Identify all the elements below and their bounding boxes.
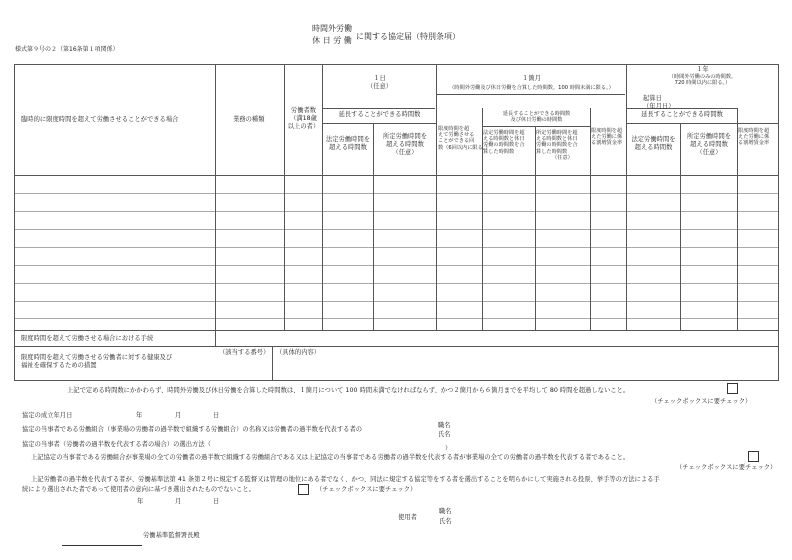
union-name: 氏名: [438, 431, 451, 438]
health-detail: （具体的内容）: [276, 349, 321, 356]
sign-day: 日: [213, 498, 220, 505]
header-day-legal: 法定労働時間を 超える時間数: [325, 136, 371, 151]
header-year-extendable: 延長することができる時間数: [641, 111, 723, 118]
procedure-label: 限度時間を超えて労働させる場合における手続: [21, 335, 154, 342]
sign-year: 年: [137, 498, 144, 505]
header-year-legal: 法定労働時間を 超える時間数: [631, 136, 676, 151]
union-line: 協定の当事者である労働組合（事業場の労働者の過半数で組織する労働組合）の名称又は労働者の過半数を代表する者の: [22, 426, 363, 433]
header-month-times: 限度時間を超 えて労働させる ことができる回 数（6回以内に限る。）: [438, 126, 491, 151]
check-note-2: （チェックボックスに要チェック）: [316, 486, 417, 493]
check-line-1: 上記協定の当事者である労働組合が事業場の全ての労働者の過半数で組織する労働組合である又は上記協定の当事者である労働者の過半数を代表する者が事業場の全ての労働者の過半数を代表する者であること。: [31, 454, 630, 461]
check-line-2b: 続により選出された者であって使用者の意向に基づき選出されたものでないこと。: [22, 486, 255, 493]
selection-method-close: ）: [445, 445, 452, 452]
health-number: （該当する番号）: [219, 349, 270, 356]
header-day-extendable: 延長することができる時間数: [338, 111, 421, 118]
agreement-date-label: 協定の成立年月日: [22, 412, 73, 419]
pledge-check-note: （チェックボックスに要チェック）: [651, 398, 752, 405]
form-number: 様式第９号の２（第16条第１項関係）: [15, 46, 119, 53]
header-month-extendable: 延長することができる時間数 及び休日労働の時間数: [502, 111, 571, 124]
date-month: 月: [175, 412, 182, 419]
employer-position: 職名: [439, 508, 452, 515]
employer-name: 氏名: [439, 518, 452, 525]
header-year-start: 起算日 （年月日）: [643, 95, 675, 110]
header-year: １年 （時間外労働のみの時間数。 720 時間以内に限る。）: [668, 66, 737, 87]
header-month-rate: 限度時間を超 えた労働に係 る割増賃金率: [591, 128, 623, 147]
title-overtime: 時間外労働: [312, 24, 352, 33]
union-position: 職名: [438, 422, 451, 429]
header-month-legal: 法定労働時間を超 える時間数と休日 労働の時間数を合 算した時間数: [483, 130, 525, 155]
date-day: 日: [213, 412, 220, 419]
check-box-1[interactable]: [748, 451, 759, 462]
header-workers: 労働者数 （満18歳 以上の者）: [287, 107, 320, 130]
employer-label: 使用者: [398, 514, 417, 521]
title-rest: に関する協定届（特別条項）: [356, 32, 460, 41]
header-month: １箇月: [522, 75, 541, 82]
check-note-1: （チェックボックスに要チェック）: [676, 464, 777, 471]
pledge-text: 上記で定める時間数にかかわらず、時間外労働及び休日労働を合算した時間数は、１箇月について 100 時間未満でなければならず、かつ２箇月から６箇月までを平均して 80 時間を超過しないこと。: [67, 387, 630, 394]
office-label: 労働基準監督署長殿: [143, 532, 200, 539]
header-month-prescribed: 所定労働時間を超 える時間数と休日 労働の時間数を合 算した時間数 （任意）: [536, 130, 578, 161]
title-holiday: 休 日 労 働: [312, 36, 352, 45]
health-label: 限度時間を超えて労働させる労働者に対する健康及び 福祉を確保するための措置: [21, 354, 173, 369]
check-line-2a: 上記労働者の過半数を代表する者が、労働基準法第 41 条第２号に規定する監督又は管理の地位にある者でなく、かつ、同法に規定する協定等をする者を選出することを明らかにして実施される投票、挙手等の方法による手: [31, 476, 660, 483]
check-box-2[interactable]: [298, 484, 309, 495]
header-year-prescribed: 所定労働時間を 超える時間数 （任意）: [686, 133, 732, 156]
header-day: １日 （任意）: [366, 75, 393, 90]
sign-month: 月: [175, 498, 182, 505]
office-name-line: [62, 545, 142, 546]
selection-method: 協定の当事者（労働者の過半数を代表する者の場合）の選出方法（: [22, 441, 211, 448]
pledge-checkbox[interactable]: [727, 383, 738, 394]
header-year-rate: 限度時間を超 えた労働に係 る割増賃金率: [738, 128, 770, 147]
header-reason: 臨時的に限度時間を超えて労働させることができる場合: [21, 116, 179, 123]
header-day-prescribed: 所定労働時間を 超える時間数 （任意）: [382, 133, 428, 156]
header-month-note: （時間外労働及び休日労働を合算した時間数。100 時間未満に限る。）: [449, 85, 614, 91]
date-year: 年: [136, 412, 143, 419]
title-block: [309, 23, 355, 47]
header-work-type: 業務の種類: [233, 116, 265, 123]
